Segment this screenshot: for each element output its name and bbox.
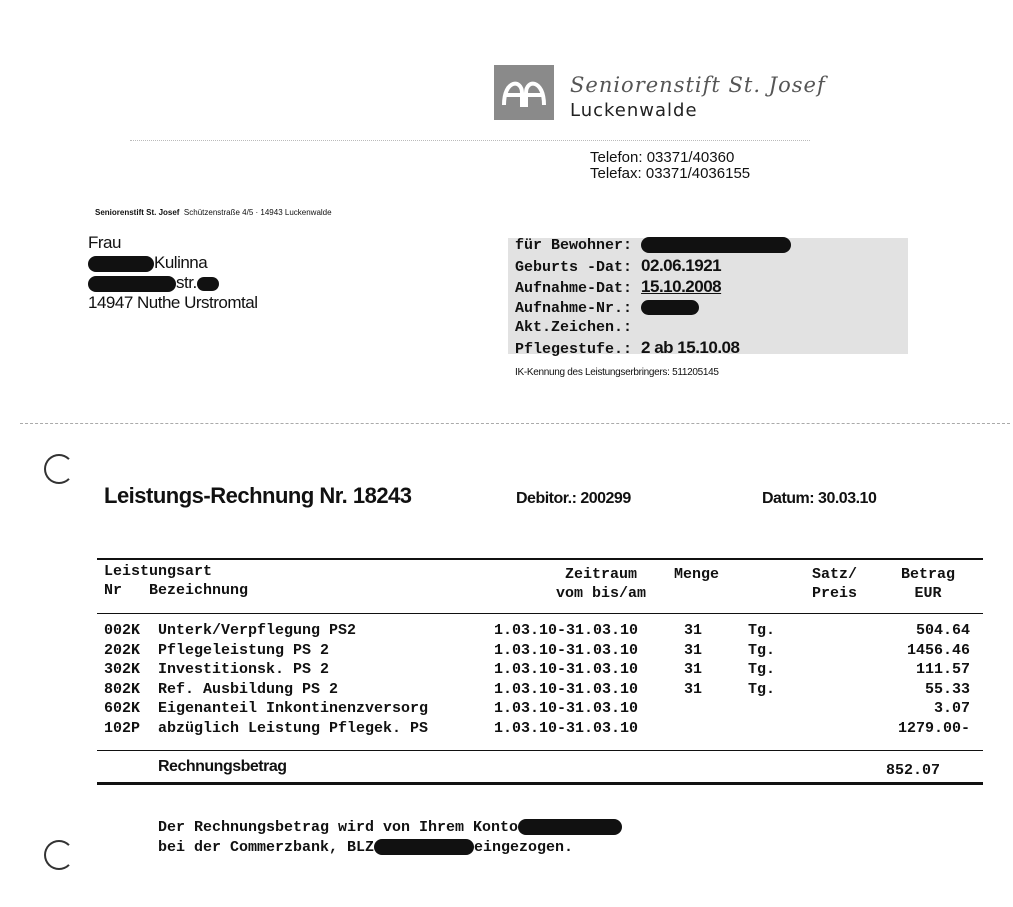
row-zeitraum: 1.03.10-31.03.10 [494, 680, 639, 698]
redaction [88, 256, 154, 272]
letterhead-city: Luckenwalde [570, 100, 698, 121]
row-unit: Tg. [748, 641, 776, 659]
row-zeitraum: 1.03.10-31.03.10 [494, 641, 639, 659]
table-row [104, 642, 970, 661]
sender-line [95, 208, 332, 217]
telefon: Telefon: 03371/40360 [590, 149, 735, 166]
row-code: 202K [104, 641, 141, 659]
row-unit: Tg. [748, 680, 776, 698]
redaction [641, 300, 699, 315]
sender-address: Schützenstraße 4/5 · 14943 Luckenwalde [183, 208, 332, 217]
label-aufnahme-nr: Aufnahme-Nr.: [515, 299, 633, 317]
table-header-rule [97, 613, 983, 614]
total-value: 852.07 [886, 762, 941, 779]
row-code: 302K [104, 661, 141, 678]
label-aufnahme: Aufnahme-Dat: [515, 280, 633, 297]
row-unit: Tg. [748, 622, 776, 639]
label-geburt: Geburts -Dat: [515, 258, 633, 276]
resident-geburt [515, 256, 791, 278]
row-betrag: 111.57 [915, 661, 970, 678]
label-pflegestufe: Pflegestufe.: [515, 340, 633, 358]
row-betrag: 1456.46 [906, 641, 970, 659]
invoice-title: Leistungs-Rechnung Nr. 18243 [104, 483, 412, 508]
resident-aufnahme [515, 277, 791, 299]
row-menge: 31 [684, 680, 703, 698]
row-description: Eigenanteil Inkontinenzversorg [158, 700, 429, 717]
redaction [88, 276, 176, 292]
table-row [104, 661, 970, 680]
row-zeitraum: 1.03.10-31.03.10 [494, 622, 639, 639]
geburt-value: 02.06.1921 [641, 255, 722, 275]
label-bewohner: für Bewohner: [515, 237, 633, 254]
fold-line [20, 423, 1010, 424]
recipient-address [88, 233, 257, 313]
row-betrag: 55.33 [924, 680, 970, 698]
table-row [104, 681, 970, 700]
row-menge: 31 [684, 641, 703, 659]
telefax: Telefax: 03371/4036155 [590, 165, 751, 182]
ik-kennung: IK-Kennung des Leistungserbringers: 511205145 [515, 367, 719, 378]
table-total-rule [97, 750, 983, 751]
logo-icon [494, 65, 554, 120]
row-zeitraum: 1.03.10-31.03.10 [494, 700, 639, 717]
payment-note [158, 818, 622, 858]
redaction [641, 237, 791, 253]
recipient-name-line [88, 253, 257, 273]
row-menge: 31 [684, 622, 703, 639]
row-description: Investitionsk. PS 2 [158, 661, 330, 678]
footer-line2a: bei der Commerzbank, BLZ [158, 839, 375, 856]
row-menge: 31 [684, 661, 703, 678]
recipient-surname: Kulinna [154, 253, 208, 272]
divider [130, 140, 810, 141]
resident-zeichen [515, 318, 791, 338]
total-label: Rechnungsbetrag [158, 758, 287, 775]
resident-aufnahme-nr [515, 299, 791, 319]
invoice-date: Datum: 30.03.10 [762, 490, 877, 507]
header-menge: Menge [674, 566, 720, 583]
resident-info [515, 236, 791, 359]
redaction [197, 277, 219, 291]
row-unit: Tg. [748, 661, 776, 678]
sender-name: Seniorenstift St. Josef [95, 208, 180, 217]
row-zeitraum: 1.03.10-31.03.10 [494, 719, 639, 737]
row-code: 002K [104, 622, 141, 639]
row-zeitraum: 1.03.10-31.03.10 [494, 661, 639, 678]
redaction [374, 839, 474, 855]
header-satz: Satz/ Preis [812, 566, 858, 602]
contact-block [590, 150, 750, 182]
row-code: 802K [104, 680, 141, 698]
resident-bewohner [515, 236, 791, 256]
header-zeitraum: Zeitraum vom bis/am [555, 566, 646, 602]
row-description: Unterk/Verpflegung PS2 [158, 622, 357, 639]
row-description: Ref. Ausbildung PS 2 [158, 680, 339, 698]
header-leistungsart: Leistungsart Nr Bezeichnung [104, 563, 249, 599]
label-zeichen: Akt.Zeichen.: [515, 319, 633, 336]
table-bottom-rule [97, 782, 983, 785]
table-row [104, 720, 970, 739]
pflegestufe-value: 2 ab 15.10.08 [641, 337, 740, 357]
table-row [104, 622, 970, 641]
footer-line2b: eingezogen. [474, 839, 574, 856]
redaction [518, 819, 622, 835]
row-description: abzüglich Leistung Pflegek. PS [158, 719, 429, 737]
resident-pflegestufe [515, 338, 791, 360]
table-top-rule [97, 558, 983, 560]
punch-hole-icon [44, 454, 74, 484]
footer-line1: Der Rechnungsbetrag wird von Ihrem Konto [158, 819, 519, 836]
row-description: Pflegeleistung PS 2 [158, 641, 330, 659]
punch-hole-icon [44, 840, 74, 870]
recipient-city: 14947 Nuthe Urstromtal [88, 293, 258, 312]
header-betrag: Betrag EUR [900, 566, 955, 602]
aufnahme-value: 15.10.2008 [641, 277, 722, 296]
recipient-salutation: Frau [88, 233, 121, 252]
row-code: 602K [104, 700, 141, 717]
row-betrag: 3.07 [933, 700, 970, 717]
invoice-debitor: Debitor.: 200299 [516, 490, 631, 507]
recipient-street: str. [176, 273, 197, 292]
letterhead-name: Seniorenstift St. Josef [570, 73, 826, 97]
row-betrag: 1279.00- [897, 719, 970, 737]
table-row [104, 700, 970, 719]
row-betrag: 504.64 [915, 622, 970, 639]
row-code: 102P [104, 719, 141, 737]
recipient-street-line [88, 273, 257, 293]
